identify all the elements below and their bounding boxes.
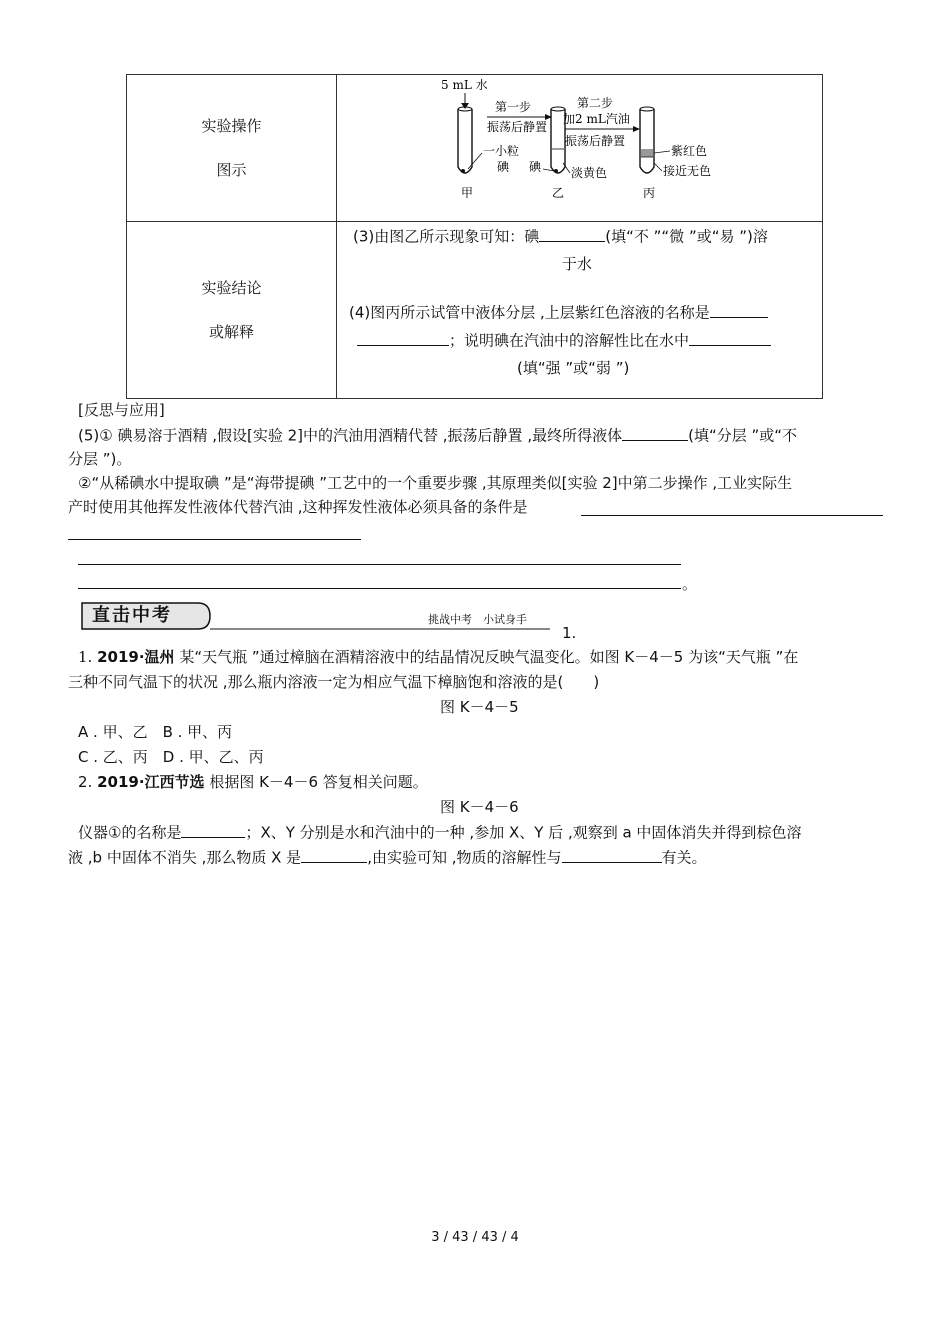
tube-yi-label: 乙 — [552, 186, 565, 200]
q1-options-ab: A . 甲、乙 B . 甲、丙 — [78, 723, 233, 741]
step1-label: 第一步 — [495, 100, 532, 114]
q1-source: 2019·温州 — [97, 648, 175, 666]
banner-subtitle: 挑战中考 小试身手 — [428, 613, 527, 626]
q4-blank-2[interactable] — [689, 328, 771, 346]
label-diagram: 图示 — [216, 161, 247, 179]
light-yellow-label: 淡黄色 — [571, 166, 608, 180]
q3-blank[interactable] — [539, 224, 605, 242]
q2-blank-2[interactable] — [301, 845, 367, 863]
q4-text-c: (填“强 ”或“弱 ”) — [517, 359, 630, 377]
conclusion-cell — [337, 222, 823, 399]
label-conclusion: 实验结论 — [201, 279, 262, 297]
q4-blank-1a[interactable] — [710, 300, 768, 318]
q3-text-c: 于水 — [562, 255, 593, 273]
answer-line-1[interactable] — [581, 515, 883, 516]
water-label: 5 mL 水 — [441, 78, 488, 92]
q2-text-d: ,由实验可知 ,物质的溶解性与 — [367, 848, 562, 867]
figure-caption-k46: 图 K－4－6 — [440, 798, 519, 816]
row-label-conclusion — [127, 222, 337, 399]
q1-options-cd: C . 乙、丙 D . 甲、乙、丙 — [78, 748, 264, 766]
step2-action: 振荡后静置 — [565, 134, 626, 148]
tube-bing-label: 丙 — [643, 186, 656, 200]
answer-line-4[interactable] — [78, 588, 681, 589]
q2-text: 根据图 K－4－6 答复相关问题。 — [209, 773, 428, 791]
tube-jia-label: 甲 — [461, 186, 474, 200]
q5-blank[interactable] — [622, 423, 688, 441]
q5-text-b: (填“分层 ”或“不 — [688, 426, 798, 445]
q4-blank-1b[interactable] — [357, 328, 449, 346]
banner-title: 直击中考 — [92, 605, 172, 626]
experiment-table — [126, 74, 823, 399]
answer-line-3[interactable] — [78, 564, 681, 565]
near-colorless-label: 接近无色 — [663, 164, 712, 178]
q1-text-a: 某“天气瓶 ”通过樟脑在酒精溶液中的结晶情况反映气温变化。如图 K－4－5 为该“天气瓶 ”在 — [179, 648, 799, 666]
q2-text-c: 液 ,b 中固体不消失 ,那么物质 X 是 — [68, 848, 302, 867]
reflect-heading: [反思与应用] — [78, 401, 165, 419]
answer-period: 。 — [682, 575, 698, 593]
q3-text-a: (3)由图乙所示现象可知：碘 — [353, 227, 540, 246]
page-number: 3 / 43 / 43 / 4 — [431, 1230, 519, 1245]
purple-red-label: 紫红色 — [671, 144, 708, 158]
q4-text-b: ；说明碘在汽油中的溶解性比在水中 — [449, 331, 690, 350]
q6-text-b: 产时使用其他挥发性液体代替汽油 ,这种挥发性液体必须具备的条件是 — [68, 498, 528, 516]
iodine-particle-label-a: 一小粒 — [483, 144, 520, 158]
iodine-label-yi: 碘 — [529, 160, 542, 174]
label-explanation: 或解释 — [208, 323, 254, 341]
q6-text-a: ②“从稀碘水中提取碘 ”是“海带提碘 ”工艺中的一个重要步骤 ,其原理类似[实验 2]中第二步操作 ,工业实际生 — [78, 474, 793, 492]
q1-number: 1. — [78, 648, 93, 666]
label-operation: 实验操作 — [201, 117, 262, 135]
row-label-operation — [127, 75, 337, 222]
step2-label: 第二步 — [577, 96, 614, 110]
q3-text-b: (填“不 ”“微 ”或“易 ”)溶 — [605, 227, 768, 246]
q4-text-a: (4)图丙所示试管中液体分层 ,上层紫红色溶液的名称是 — [349, 303, 710, 322]
q1-text-b: 三种不同气温下的状况 ,那么瓶内溶液一定为相应气温下樟脑饱和溶液的是( ) — [68, 673, 600, 691]
test-tube-jia — [458, 107, 472, 173]
q5-text-c: 分层 ”)。 — [68, 450, 132, 468]
q2-text-b: ；X、Y 分别是水和汽油中的一种 ,参加 X、Y 后 ,观察到 a 中固体消失并得到棕色溶 — [245, 823, 802, 842]
figure-caption-k45: 图 K－4－5 — [440, 698, 519, 716]
banner-number: 1. — [562, 624, 577, 642]
q2-source: 2019·江西节选 — [97, 773, 205, 791]
q2-text-a: 仪器①的名称是 — [78, 823, 182, 842]
experiment-diagram-cell — [337, 75, 823, 222]
answer-line-2[interactable] — [68, 539, 361, 540]
q2-blank-3[interactable] — [562, 845, 662, 863]
q5-text-a: (5)① 碘易溶于酒精 ,假设[实验 2]中的汽油用酒精代替 ,振荡后静置 ,最终所得液体 — [78, 426, 623, 445]
q2-number: 2. — [78, 773, 93, 791]
q2-text-e: 有关。 — [661, 848, 707, 867]
step1-action: 振荡后静置 — [487, 120, 548, 134]
step2-add: 加2 mL汽油 — [563, 112, 630, 126]
test-tube-bing — [640, 107, 654, 173]
iodine-particle-label-b: 碘 — [497, 160, 510, 174]
q2-blank-1[interactable] — [181, 820, 245, 838]
experiment-diagram — [337, 75, 822, 217]
